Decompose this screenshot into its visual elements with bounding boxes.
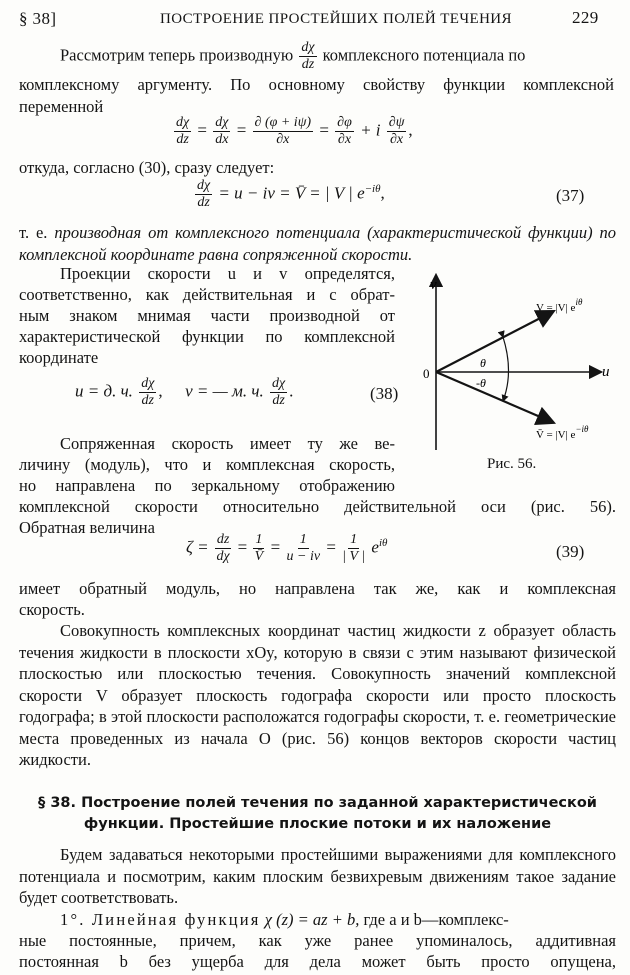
conjugate-line-3: но направлена по зеркальному отображению <box>19 476 395 495</box>
statement-lead: т. е. <box>19 223 48 242</box>
projections-line-3: ным знаком мнимая части производной от <box>19 306 395 325</box>
equation-37 <box>193 178 385 211</box>
eq39-number: (39) <box>556 542 585 561</box>
conjugate-line-2: личину (модуль), что и комплексная скорость, <box>19 455 395 474</box>
eq-frac-1-den: dz <box>176 132 189 147</box>
eq39-frac-4-den: | V | <box>342 549 366 564</box>
eq38-frac-v-num: dχ <box>271 376 286 391</box>
eq-frac-4 <box>335 115 354 148</box>
intro-rest: комплексному аргументу. По основному свойству функции комплексной переменной <box>19 75 614 116</box>
eq-frac-3 <box>253 115 314 148</box>
label-v-text: V = |V| e <box>536 302 576 314</box>
eq39-frac-3-num: 1 <box>299 532 307 547</box>
eq39-frac-2-num: 1 <box>255 532 263 547</box>
eq38-frac-v-den: dz <box>272 393 285 408</box>
whence-line: откуда, согласно (30), сразу следует: <box>19 158 275 177</box>
eq-frac-1 <box>174 115 191 148</box>
intro-line-1 <box>60 40 615 73</box>
axis-u-label: u <box>602 364 610 380</box>
linear-line-3: постоянная b без ущерба для дела может быть просто опущена, <box>19 952 616 971</box>
planes-paragraph: Совокупность комплексных координат частиц жидкости z образует область течения жидкости в плоскости xOy, которую в связи с этим называют физической плоскостью или плоскостью течения. Совокупность значений комплексной скорости V образует плоскость годографа скорости или просто плоскость годографа; в этой плоскости расположатся годографы скорости, т. е. геометрические места проведенных из начала O (рис. 56) концов векторов скорости частиц жидкости. <box>19 621 616 769</box>
eq38-frac-v <box>270 376 287 409</box>
functions-paragraph: Будем задаваться некоторыми простейшими выражениями для комплексного потенциала и посмотрим, каким плоским безвихревым движениям такое задание будет соответствовать. <box>19 845 616 907</box>
linear-label: 1°. Линейная функция <box>60 910 261 929</box>
projections-line-1: Проекции скорости u и v определятся, <box>60 264 395 283</box>
angle-arc <box>503 337 509 401</box>
eq-frac-2 <box>213 115 230 148</box>
eq39-frac-3 <box>287 532 321 565</box>
eq37-frac-den: dz <box>197 195 210 210</box>
page-number: 229 <box>572 8 599 27</box>
header-section: § 38] <box>19 9 57 28</box>
eq37-exp: −iθ <box>364 182 381 195</box>
eq-frac-5-den: ∂x <box>390 132 404 147</box>
eq39-exp-base: e <box>371 537 379 557</box>
eq39-frac-3-den: u − iv <box>286 549 321 564</box>
linear-formula: χ (z) = az + b, <box>264 910 360 929</box>
eq-frac-2-num: dχ <box>215 115 229 130</box>
projections-line-2: соответственно, как действительная и с обрат- <box>19 285 395 304</box>
label-v-bar-exp: −iθ <box>575 424 589 434</box>
eq38-comma: , <box>158 381 163 401</box>
axis-v-label: v <box>430 277 437 293</box>
eq38-v-part: v = — м. ч. <box>185 381 264 401</box>
intro-text-b: комплексного потенциала по <box>322 45 526 65</box>
linear-line-2: ные постоянные, причем, как уже ранее упоминалось, аддитивная <box>19 931 616 950</box>
eq39-frac-1 <box>215 532 231 565</box>
label-v-exp: iθ <box>575 297 583 307</box>
eq38-number: (38) <box>370 384 399 403</box>
eq38-period: . <box>289 381 294 401</box>
eq38-u-part: u = д. ч. <box>75 381 133 401</box>
after39-line-1: имеет обратный модуль, но направлена так же, как и комплексная <box>19 579 616 598</box>
vector-v <box>436 312 552 372</box>
statement-text: производная от комплексного потенциала (характеристической функции) по комплексной координате равна сопряженной скорости. <box>19 223 617 264</box>
section-38-title-line-1: § 38. Построение полей течения по заданной характеристической <box>38 795 597 811</box>
after39-line-2: скорость. <box>19 600 85 619</box>
equation-38 <box>75 376 293 409</box>
figure-caption: Рис. 56. <box>487 456 537 472</box>
eq39-frac-2 <box>253 532 264 565</box>
eq37-number: (37) <box>556 186 585 205</box>
eq38-frac-u-num: dχ <box>141 376 155 391</box>
angle-theta-label: θ <box>480 356 486 370</box>
equation-derivative: $\frac{d\chi}{dz}$ = $\frac{d\chi}{dx}$ = $\frac{\partial (\varphi + i\psi)}{\partial x}$ = $\frac{\partial\varphi}{\partial x}$ + i $\frac{\partial\psi}{\partial x}$ , <box>176 115 413 147</box>
statement <box>19 222 616 265</box>
intro-text-a: Рассмотрим теперь производную <box>60 45 294 65</box>
conjugate-full-line: комплексной скорости относительно действительной оси (рис. 56). <box>19 497 616 516</box>
eq-frac-2-den: dx <box>215 132 229 147</box>
projections-line-4: характеристической функции по комплексной <box>19 327 395 346</box>
vector-v-conjugate <box>436 372 552 422</box>
eq39-frac-2-den: V̄ <box>254 549 264 564</box>
eq37-frac <box>195 178 212 211</box>
eq-frac-3-num: ∂ (φ + iψ) <box>254 115 312 130</box>
label-v-bar-text: V̄ = |V| e <box>536 429 576 441</box>
linear-line-1 <box>60 909 616 931</box>
conjugate-last-line: Обратная величина <box>19 518 155 537</box>
eq39-frac-1-num: dz <box>216 532 230 547</box>
label-v-bar <box>536 424 589 441</box>
eq-frac-1-num: dχ <box>176 115 190 130</box>
eq39-frac-4-num: 1 <box>350 532 358 547</box>
eq39-lhs: ζ = <box>186 537 209 557</box>
eq-frac-5-num: ∂ψ <box>388 115 405 130</box>
conjugate-line-1: Сопряженная скорость имеет ту же ве- <box>60 434 395 453</box>
intro-fraction <box>299 40 316 73</box>
linear-rest: где a и b—комплекс- <box>363 910 509 929</box>
projections-line-5: координате <box>19 348 99 367</box>
figure-56 <box>410 262 620 474</box>
angle-neg-theta-label: -θ <box>476 376 486 390</box>
eq39-exp: iθ <box>378 536 388 549</box>
eq39-frac-4 <box>342 532 365 565</box>
eq39-frac-1-den: dχ <box>216 549 230 564</box>
equation-39: ζ = $\frac{dz}{d\chi}$ = $\frac{1}{V̄}$ = $\frac{1}{u - iv}$ = $\frac{1}{| V |}$ $e^{i\theta}$ <box>186 532 388 564</box>
running-title: ПОСТРОЕНИЕ ПРОСТЕЙШИХ ПОЛЕЙ ТЕЧЕНИЯ <box>160 11 512 27</box>
intro-frac-den: dz <box>301 57 315 72</box>
eq-plus-i: + i <box>360 120 381 140</box>
intro-frac-num: dχ <box>301 40 315 55</box>
eq-frac-4-num: ∂φ <box>337 115 352 130</box>
eq37-frac-num: dχ <box>197 178 211 193</box>
label-v <box>536 297 583 314</box>
eq-tail: , <box>408 120 413 140</box>
eq38-frac-u <box>139 376 156 409</box>
eq-frac-4-den: ∂x <box>337 132 352 147</box>
section-38-title-line-2: функции. Простейшие плоские потоки и их наложение <box>83 816 552 832</box>
eq-frac-3-den: ∂x <box>276 132 290 147</box>
eq37-tail: , <box>380 183 385 203</box>
eq-frac-5 <box>387 115 407 148</box>
eq38-frac-u-den: dz <box>141 393 154 408</box>
eq37-rhs: = u − iv = V̄ = | V | e <box>218 183 365 203</box>
origin-label: 0 <box>423 366 430 381</box>
